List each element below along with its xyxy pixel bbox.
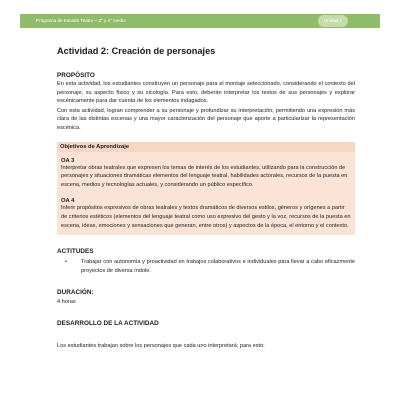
purpose-paragraph: En esta actividad, los estudiantes construyen un personaje para el montaje seleccionado, considerando el contexto del personaje, su aspecto físico y su sicología. Para esto, deberán interpretar los textos de sus personajes y explorar escénicamente para dar cuenta de los elementos indagados. (57, 81, 355, 105)
oa3-text: Interpretar obras teatrales que expresen los temas de interés de los estudiantes, utilizando para la construcción de personajes y situaciones dramáticas elementos del lenguaje teatral, habilidades actorales, recursos de la puesta en escena, medios y tecnologías actuales, y considerando un público específico. (61, 164, 348, 188)
attitudes-heading: ACTITUDES (57, 248, 94, 256)
learning-objectives-box (57, 142, 355, 236)
purpose-heading: PROPÓSITO (57, 72, 95, 79)
unit-badge: Unidad 1 (318, 15, 348, 27)
page-header (0, 0, 400, 40)
duration-heading: DURACIÓN: (57, 289, 94, 297)
bullet-icon: • (65, 259, 67, 266)
duration-value: 4 horas (57, 299, 76, 306)
list-item (57, 258, 355, 275)
attitude-text: Trabajar con autonomía y proactividad en trabajos colaborativos e individuales para llevar a cabo eficazmente proyectos de diversa índole. (81, 259, 355, 274)
document-body (57, 44, 355, 351)
program-title: Programa de Estudio Teatro – 3° y 4° medio (36, 18, 126, 23)
oa4-text: Inferir propósitos expresivos de obras teatrales y textos dramáticos de diversos estilos, géneros y orígenes a partir de criterios estéticos (elementos del lenguaje teatral como uso expresivo del gesto y la voz, recursos de la puesta en escena, ideas, emociones y sensaciones que generan, entre otros) y aspectos de la época, el entorno y el contexto. (61, 205, 351, 229)
activity-title: Actividad 2: Creación de personajes (57, 46, 216, 56)
objectives-header: Objetivos de Aprendizaje (57, 142, 355, 152)
development-intro: Los estudiantes trabajan sobre los personajes que cada uno interpretará; para esto: (57, 343, 265, 350)
development-heading: DESARROLLO DE LA ACTIVIDAD (57, 320, 159, 328)
attitudes-list (57, 258, 355, 275)
purpose-paragraph: Con esta actividad, logran comprender a su personaje y profundizar su interpretación, permitiendo una expresión más clara de las distintas escenas y una mayor caracterización del personaje que aporte a particularizar la representación escénica. (57, 107, 355, 131)
oa3-heading: OA 3 (61, 157, 75, 164)
oa4-heading: OA 4 (61, 198, 75, 205)
